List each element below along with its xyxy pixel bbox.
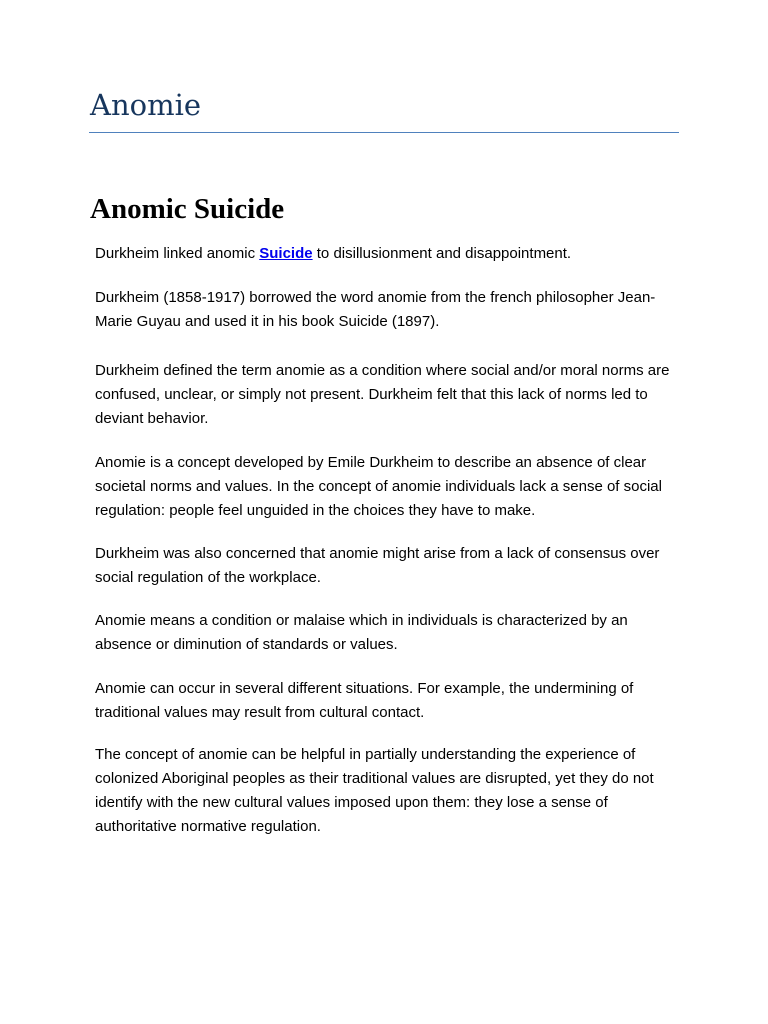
document-title: Anomie (90, 88, 202, 122)
paragraph-malaise: Anomie means a condition or malaise which in individuals is characterized by an absence or diminution of standards or values. (95, 612, 628, 653)
paragraph-concept: Anomie is a concept developed by Emile Durkheim to describe an absence of clear societal norms and values. In the concept of anomie individuals lack a sense of social regulation: people feel unguided in the choices they have to make. (95, 454, 662, 519)
paragraph-situations: Anomie can occur in several different situations. For example, the undermining of traditional values may result from cultural contact. (95, 680, 634, 721)
intro-text-before-link: Durkheim linked anomic (95, 245, 260, 262)
intro-paragraph (95, 242, 685, 266)
section-heading: Anomic Suicide (90, 193, 285, 225)
paragraph-aboriginal: The concept of anomie can be helpful in partially understanding the experience of colonized Aboriginal peoples as their traditional values are disrupted, yet they do not identify with the new cultural values imposed upon them: they lose a sense of authoritative normative regulation. (95, 746, 654, 835)
paragraph-guyau: Durkheim (1858-1917) borrowed the word anomie from the french philosopher Jean-Marie Guyau and used it in his book Suicide (1897). (95, 289, 656, 330)
intro-text-after-link: to disillusionment and disappointment. (312, 245, 572, 262)
paragraph-workplace: Durkheim was also concerned that anomie might arise from a lack of consensus over social regulation of the workplace. (95, 545, 660, 586)
suicide-link[interactable]: Suicide (259, 245, 313, 262)
title-underline-divider (89, 132, 679, 133)
paragraph-definition: Durkheim defined the term anomie as a condition where social and/or moral norms are confused, unclear, or simply not present. Durkheim felt that this lack of norms led to deviant behavior. (95, 362, 670, 427)
